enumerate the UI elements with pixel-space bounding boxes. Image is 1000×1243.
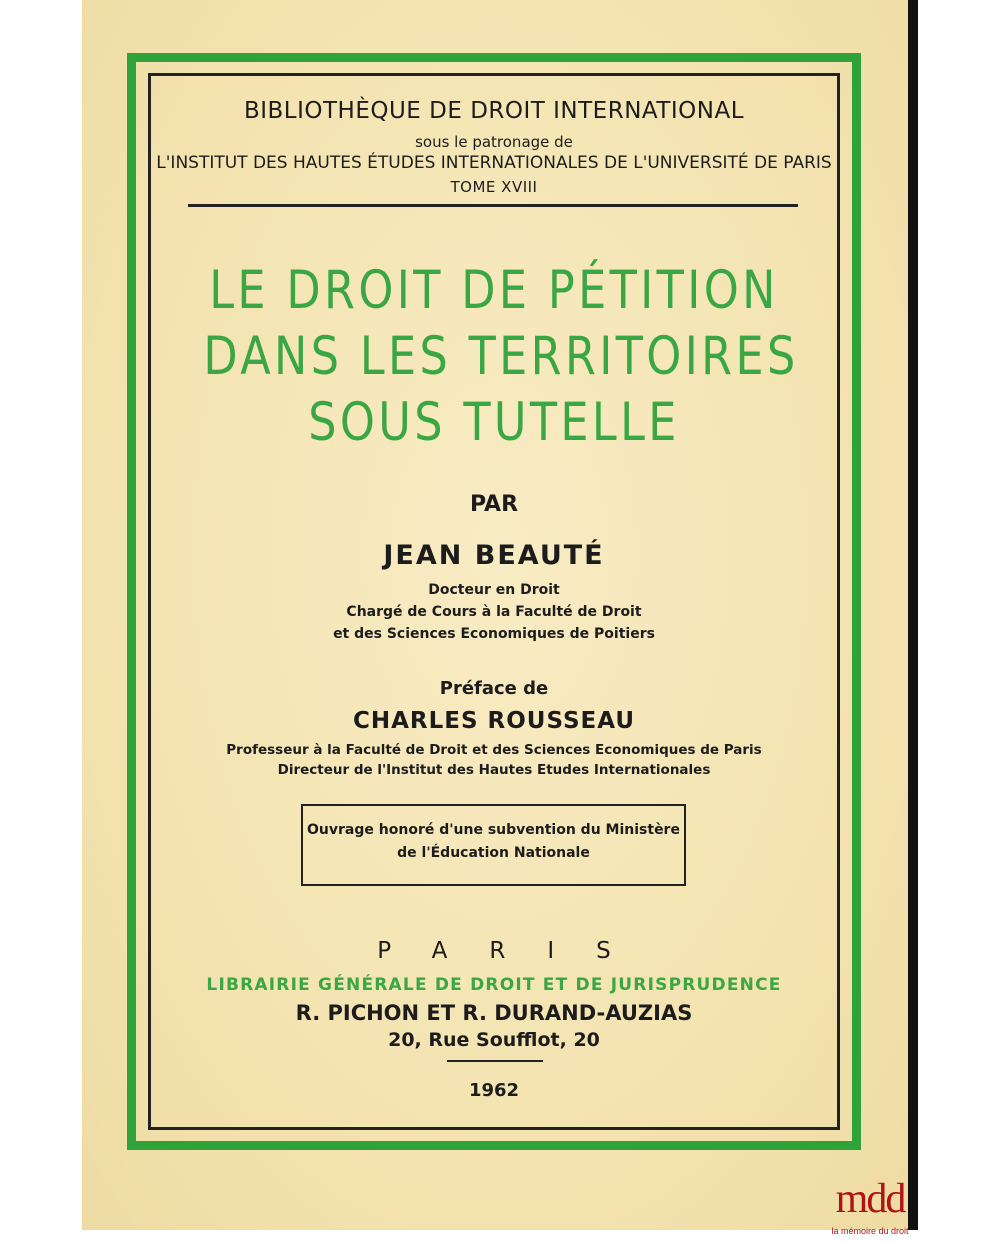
mdd-logo-tagline: la mémoire du droit [831, 1226, 909, 1236]
publisher-name: LIBRAIRIE GÉNÉRALE DE DROIT ET DE JURISPRUDENCE [206, 975, 782, 995]
black-border-frame [148, 73, 840, 1130]
header-divider [188, 204, 798, 207]
publisher-address: 20, Rue Soufflot, 20 [388, 1029, 600, 1051]
series-title: BIBLIOTHÈQUE DE DROIT INTERNATIONAL [243, 98, 745, 124]
preface-author-credential: Professeur à la Faculté de Droit et des Sciences Economiques de Paris [226, 742, 762, 758]
publisher-editors: R. PICHON ET R. DURAND-AUZIAS [295, 1001, 693, 1025]
cover-spine-edge [908, 0, 918, 1230]
mdd-logo-mark: mdd [835, 1176, 905, 1222]
author-credential: Chargé de Cours à la Faculté de Droit [346, 604, 642, 620]
mdd-logo [820, 1178, 920, 1238]
preface-author-credential: Directeur de l'Institut des Hautes Etudes Internationales [277, 762, 711, 778]
grant-line-2: de l'Éducation Nationale [397, 845, 590, 861]
publication-year: 1962 [468, 1080, 520, 1101]
institution-name: L'INSTITUT DES HAUTES ÉTUDES INTERNATIONALES DE L'UNIVERSITÉ DE PARIS [156, 153, 832, 173]
author-credential: et des Sciences Economiques de Poitiers [333, 626, 655, 642]
grant-line-1: Ouvrage honoré d'une subvention du Ministère [307, 822, 680, 838]
preface-author-name: CHARLES ROUSSEAU [352, 708, 636, 734]
grant-notice-box [301, 804, 686, 886]
preface-label: Préface de [439, 678, 549, 699]
author-credential: Docteur en Droit [428, 582, 560, 598]
by-label: PAR [469, 492, 519, 517]
author-name: JEAN BEAUTÉ [383, 540, 605, 571]
patronage-line: sous le patronage de [415, 133, 573, 151]
book-title [203, 258, 799, 456]
year-divider [447, 1060, 543, 1062]
imprint-city: PARIS [377, 938, 653, 964]
title-line-1: LE DROIT DE PÉTITION [209, 260, 779, 321]
volume-number: TOME XVIII [450, 178, 538, 196]
title-line-3: SOUS TUTELLE [308, 392, 680, 453]
title-line-2: DANS LES TERRITOIRES [203, 326, 799, 387]
